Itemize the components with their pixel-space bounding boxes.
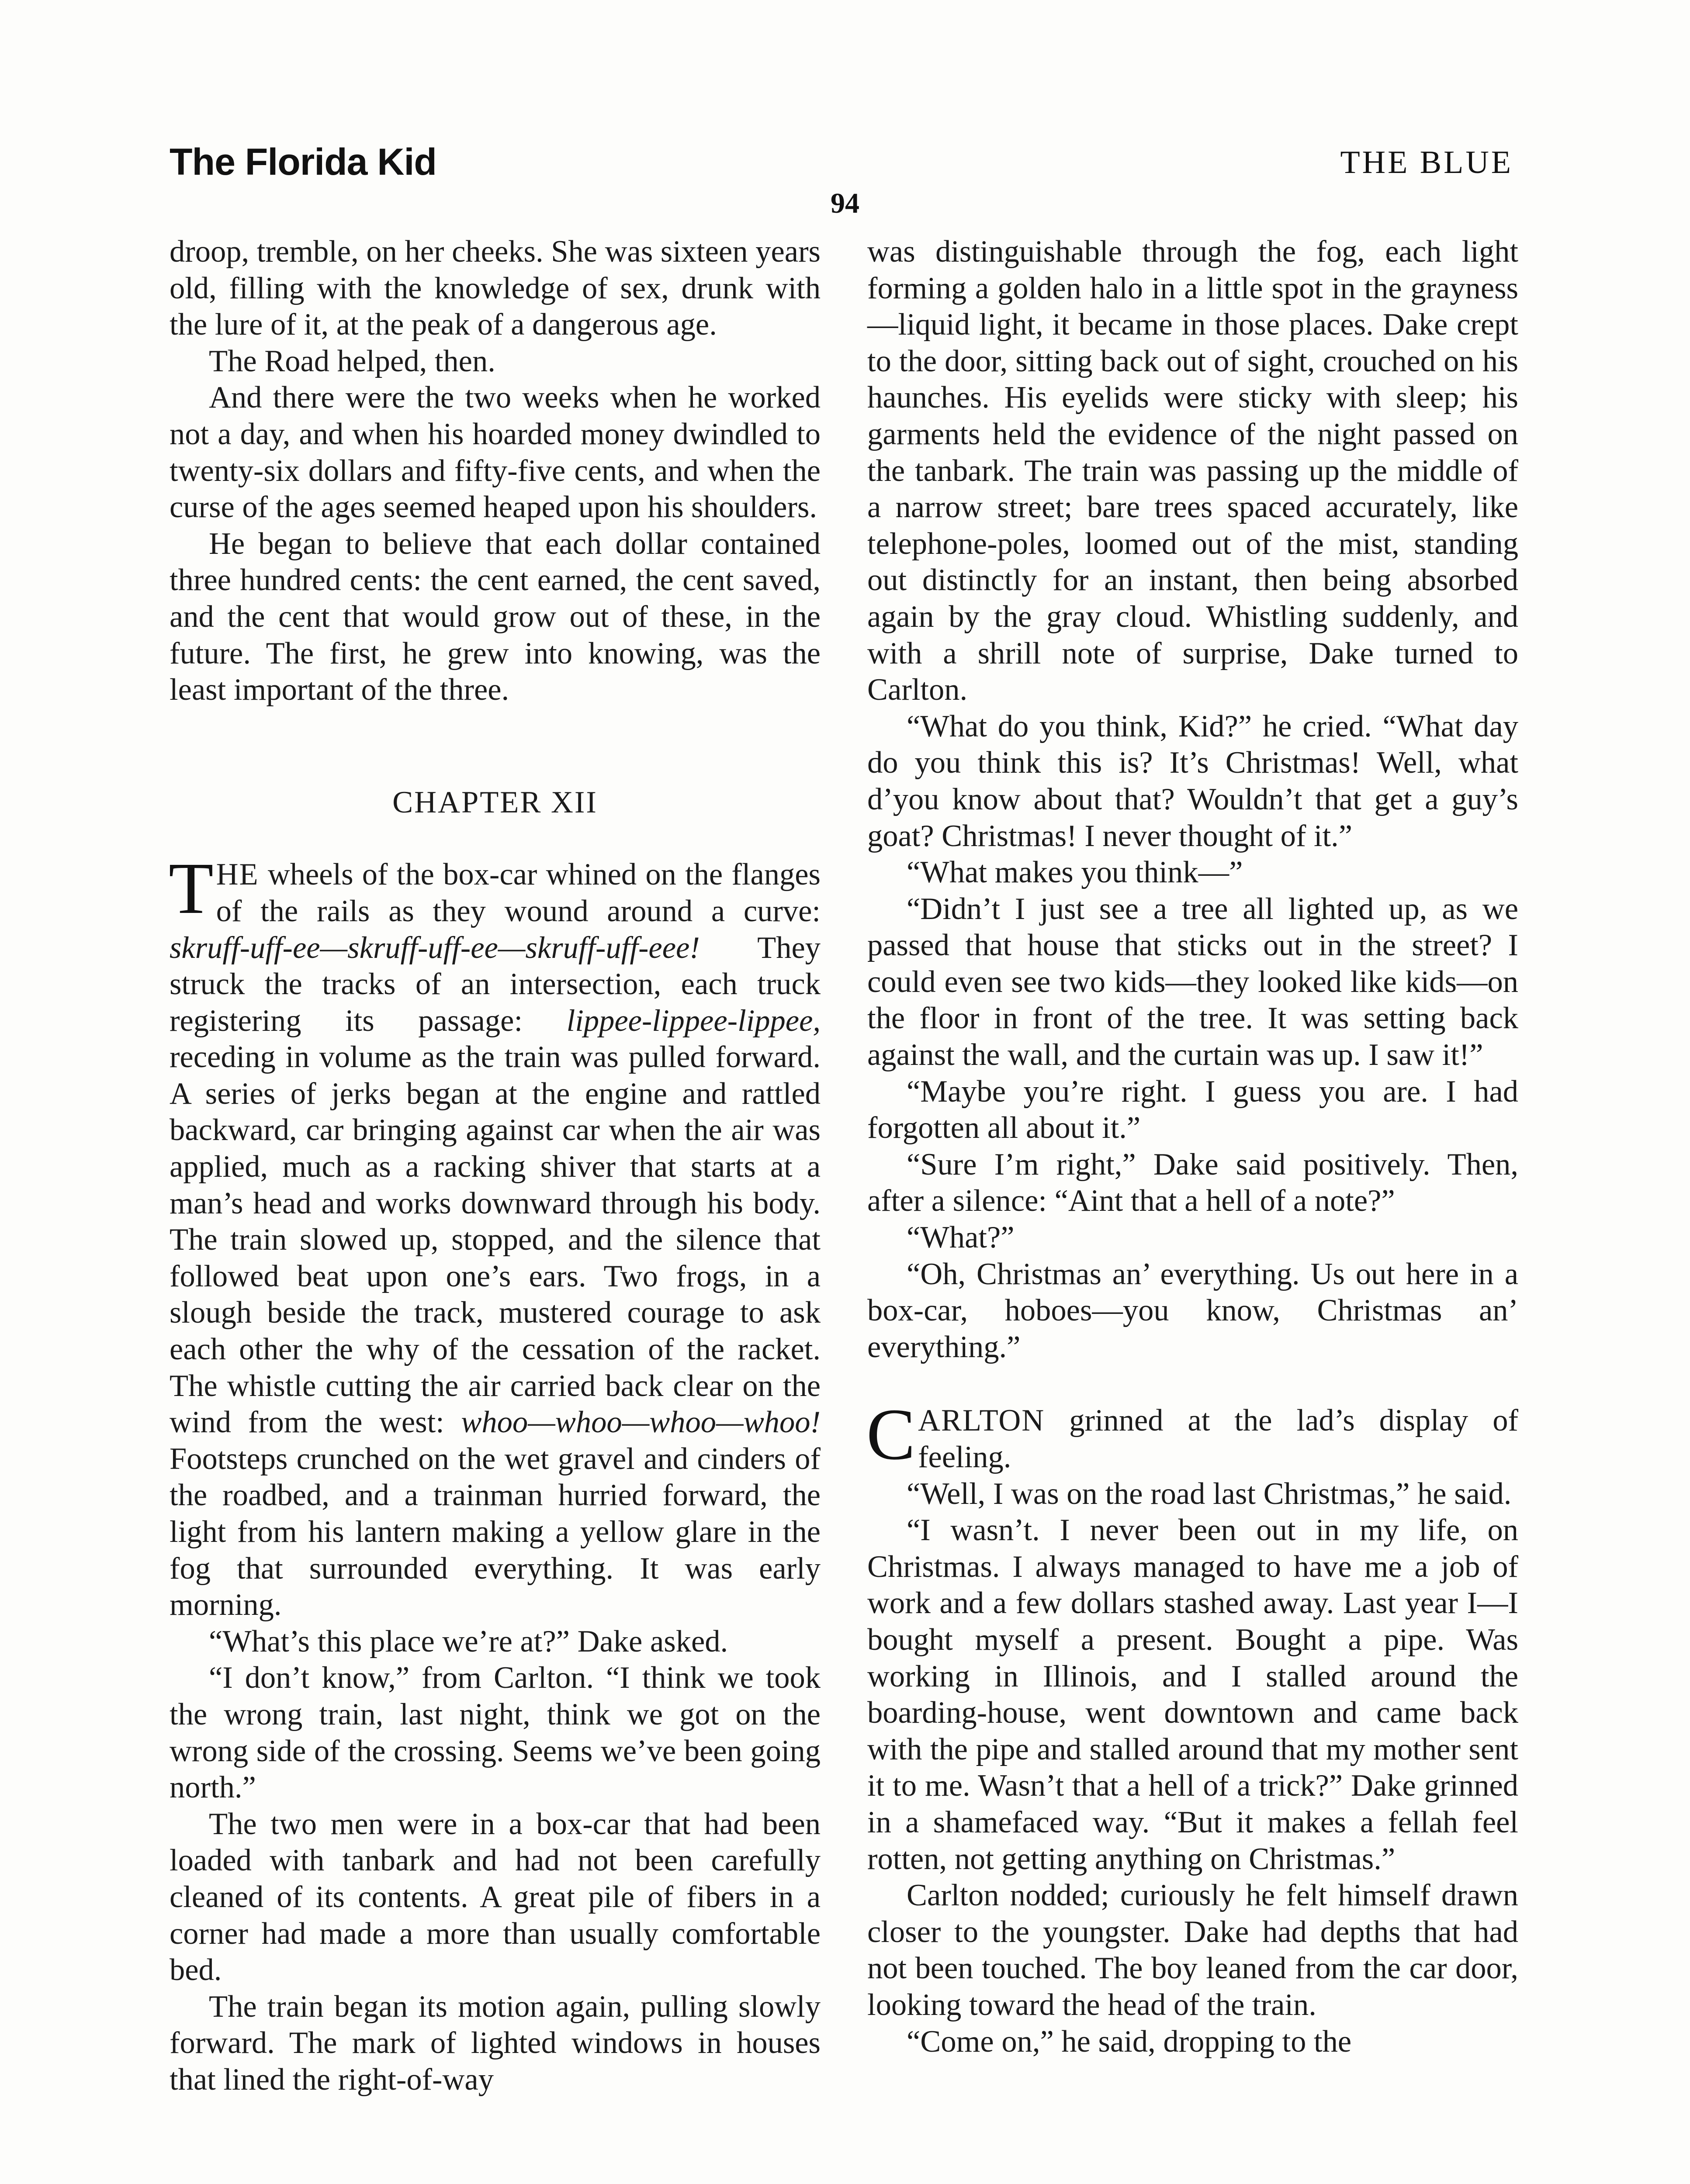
paragraph: was distinguishable through the fog, each light forming a golden halo in a little spot in the grayness—liquid light, it became in those places. Dake crept to the door, sitting back out of sight, crouched on his haunches. His eyelids were sticky with sleep; his garments held the evidence of the night passed on the tanbark. The train was passing up the middle of a narrow street; bare trees spaced accurately, like telephone-poles, loomed out of the mist, standing out distinctly for an instant, then being absorbed again by the gray cloud. Whistling suddenly, and with a shrill note of surprise, Dake turned to Carlton. [867,235,1518,707]
paragraph: “Maybe you’re right. I guess you are. I had forgotten all about it.” [867,1074,1518,1145]
paragraph: He began to believe that each dollar contained three hundred cents: the cent earned, the cent saved, and the cent that would grow out of these, in the future. The first, he grew into knowing, was the least important of the three. [170,526,821,707]
text-run: receding in volume as the train was pulled forward. A series of jerks began at the engine and rattled backward, car bringing against car when the air was applied, much as a racking shiver that starts at a man’s head and works downward through his body. The train slowed up, stopped, and the silence that followed beat upon one’s ears. Two frogs, in a slough beside the track, mustered courage to ask each other the why of the cessation of the racket. The whistle cutting the air carried back clear on the wind from the west: [170,1040,821,1440]
paragraph: The train began its motion again, pulling slowly forward. The mark of lighted windows in houses that lined the right-of-way [170,1989,821,2097]
paragraph: “What makes you think—” [907,855,1243,890]
chapter-opening-paragraph [169,848,821,1623]
paragraph: The Road helped, then. [209,344,495,378]
paragraph: “Sure I’m right,” Dake said positively. Then, after a silence: “Aint that a hell of a note?” [867,1147,1518,1218]
sound-effect: whoo—whoo—whoo—whoo! [461,1405,821,1440]
paragraph: “Didn’t I just see a tree all lighted up, as we passed that house that sticks out in the street? I could even see two kids—they looked like kids—on the floor in front of the tree. It was setting back against the wall, and the curtain was up. I saw it!” [867,892,1518,1072]
chapter-heading: CHAPTER XII [392,785,598,819]
paragraph: “I don’t know,” from Carlton. “I think we took the wrong train, last night, think we got on the wrong side of the crossing. Seems we’ve been going north.” [170,1661,821,1805]
paragraph: droop, tremble, on her cheeks. She was sixteen years old, filling with the knowledge of sex, drunk with the lure of it, at the peak of a dangerous age. [170,235,821,342]
section-break [867,1365,1518,1403]
opening-caps: ARLTON [918,1403,1045,1438]
magazine-title-header: THE BLUE [1340,145,1513,180]
text-run: Footsteps crunched on the wet gravel and cinders of the roadbed, and a trainman hurried forward, the light from his lantern making a yellow glare in the fog that surrounded everything. It was early morning. [170,1441,821,1622]
paragraph: “Come on,” he said, dropping to the [907,2024,1352,2059]
paragraph: “I wasn’t. I never been out in my life, on Christmas. I always managed to have me a job of work and a few dollars stashed away. Last year I—I bought myself a present. Bought a pipe. Was working in Illinois, and I stalled around the boarding-house, went downtown and came back with the pipe and stalled around that my mother sent it to me. Wasn’t that a hell of a trick?” Dake grinned in a shamefaced way. “But it makes a fellah feel rotten, not getting anything on Christmas.” [867,1513,1518,1876]
paragraph: “What do you think, Kid?” he cried. “What day do you think this is? It’s Christmas! Well, what d’you know about that? Wouldn’t that get a guy’s goat? Christmas! I never thought of it.” [867,709,1518,853]
paragraph: The two men were in a box-car that had been loaded with tanbark and had not been carefully cleaned of its contents. A great pile of fibers in a corner had made a more than usually comfortable bed. [170,1807,821,1987]
text-run: wheels of the box-car whined on the flanges of the rails as they wound around a curve: [216,857,821,928]
left-column [170,234,821,2098]
right-column [867,234,1518,2060]
section-opening-paragraph [866,1394,1518,1476]
drop-cap: C [866,1394,916,1476]
story-title-header: The Florida Kid [170,141,436,183]
paragraph: “What?” [907,1220,1015,1255]
paragraph: Carlton nodded; curiously he felt himself drawn closer to the youngster. Dake had depths that had not been touched. The boy leaned from the car door, looking toward the head of the train. [867,1878,1518,2022]
text-run: grinned at the lad’s display of feeling. [918,1403,1518,1474]
paragraph: And there were the two weeks when he worked not a day, and when his hoarded money dwindled to twenty-six dollars and fifty-five cents, and when the curse of the ages seemed heaped upon his shoulders. [170,380,821,525]
paragraph: “Well, I was on the road last Christmas,” he said. [907,1476,1512,1511]
text-run: They struck the tracks of an intersection, each truck registering its passage: [170,930,821,1038]
sound-effect: lippee-lippee-lippee, [566,1003,821,1038]
opening-caps: HE [216,857,259,892]
paragraph: “Oh, Christmas an’ everything. Us out here in a box-car, hoboes—you know, Christmas an’ everything.” [867,1257,1518,1364]
sound-effect: skruff-uff-ee—skruff-uff-ee—skruff-uff-eee! [170,930,700,965]
paragraph: “What’s this place we’re at?” Dake asked. [209,1624,728,1659]
page-number: 94 [831,187,859,219]
drop-cap: T [169,848,214,930]
